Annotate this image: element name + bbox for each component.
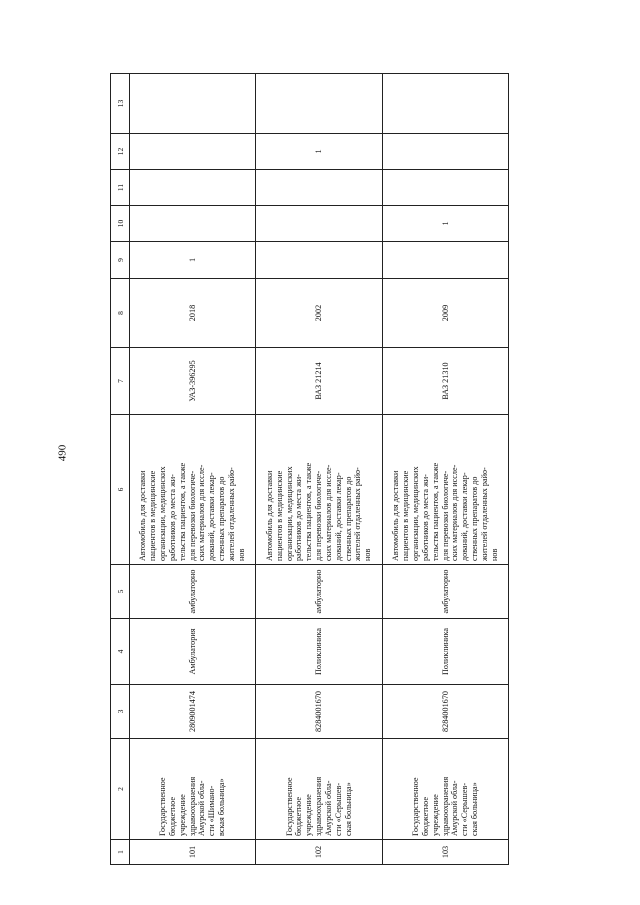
organization-name: Государственное бюджетное учреждение здравоохранения Амурской обла- сти «Серышев- ская больница» [256, 739, 383, 840]
col-11-value [383, 170, 509, 206]
col-number-11: 11 [111, 170, 130, 206]
col-10-value [256, 206, 383, 242]
col-number-9: 9 [111, 242, 130, 279]
vehicle-model: ВАЗ 21214 [256, 348, 383, 415]
col-number-13: 13 [111, 74, 130, 134]
care-type: амбулаторно [383, 565, 509, 619]
col-9-value: 1 [130, 242, 256, 279]
col-13-value [256, 74, 383, 134]
care-type: амбулаторно [256, 565, 383, 619]
col-number-12: 12 [111, 134, 130, 170]
row-number: 102 [256, 840, 383, 865]
col-number-3: 3 [111, 685, 130, 739]
vehicles-table [110, 73, 509, 865]
table-rotated [110, 74, 508, 865]
col-10-value [130, 206, 256, 242]
care-type: амбулаторно [130, 565, 256, 619]
col-number-2: 2 [111, 739, 130, 840]
col-12-value [130, 134, 256, 170]
col-number-8: 8 [111, 279, 130, 348]
page-number: 490 [56, 444, 68, 462]
col-number-5: 5 [111, 565, 130, 619]
unit-name: Поликлиника [383, 619, 509, 685]
col-9-value [256, 242, 383, 279]
inn: 8284001670 [256, 685, 383, 739]
col-12-value: 1 [256, 134, 383, 170]
col-10-value: 1 [383, 206, 509, 242]
manufacture-year: 2009 [383, 279, 509, 348]
col-13-value [383, 74, 509, 134]
table-row [383, 74, 509, 865]
inn: 2809001474 [130, 685, 256, 739]
row-number: 103 [383, 840, 509, 865]
col-11-value [130, 170, 256, 206]
unit-name: Амбулатория [130, 619, 256, 685]
col-number-10: 10 [111, 206, 130, 242]
vehicle-model: ВАЗ 21310 [383, 348, 509, 415]
col-number-4: 4 [111, 619, 130, 685]
col-11-value [256, 170, 383, 206]
col-9-value [383, 242, 509, 279]
col-number-7: 7 [111, 348, 130, 415]
vehicle-purpose: Автомобиль для доставки пациентов в медицинские организации, медицинских работников до места жи- тельства пациентов, а также для перевозки биологиче- ских материалов для иссле- дований, доставки лекар- ственных препаратов до жителей отдаленных райо- нов [130, 415, 256, 565]
unit-name: Поликлиника [256, 619, 383, 685]
inn: 8284001670 [383, 685, 509, 739]
vehicle-purpose: Автомобиль для доставки пациентов в медицинские организации, медицинских работников до места жи- тельства пациентов, а также для перевозки биологиче- ских материалов для иссле- дований, доставки лекар- ственных препаратов до жителей отдаленных райо- нов [383, 415, 509, 565]
organization-name: Государственное бюджетное учреждение здравоохранения Амурской обла- сти «Шимано- вская больница» [130, 739, 256, 840]
row-number: 101 [130, 840, 256, 865]
column-number-row [111, 74, 130, 865]
table-row [130, 74, 256, 865]
col-number-1: 1 [111, 840, 130, 865]
manufacture-year: 2002 [256, 279, 383, 348]
col-13-value [130, 74, 256, 134]
manufacture-year: 2018 [130, 279, 256, 348]
organization-name: Государственное бюджетное учреждение здравоохранения Амурской обла- сти «Серышев- ская больница» [383, 739, 509, 840]
col-number-6: 6 [111, 415, 130, 565]
col-12-value [383, 134, 509, 170]
vehicle-purpose: Автомобиль для доставки пациентов в медицинские организации, медицинских работников до места жи- тельства пациентов, а также для перевозки биологиче- ских материалов для иссле- дований, доставки лекар- ственных препаратов до жителей отдаленных райо- нов [256, 415, 383, 565]
table-container [110, 74, 508, 865]
vehicle-model: УАЗ-396295 [130, 348, 256, 415]
table-row [256, 74, 383, 865]
